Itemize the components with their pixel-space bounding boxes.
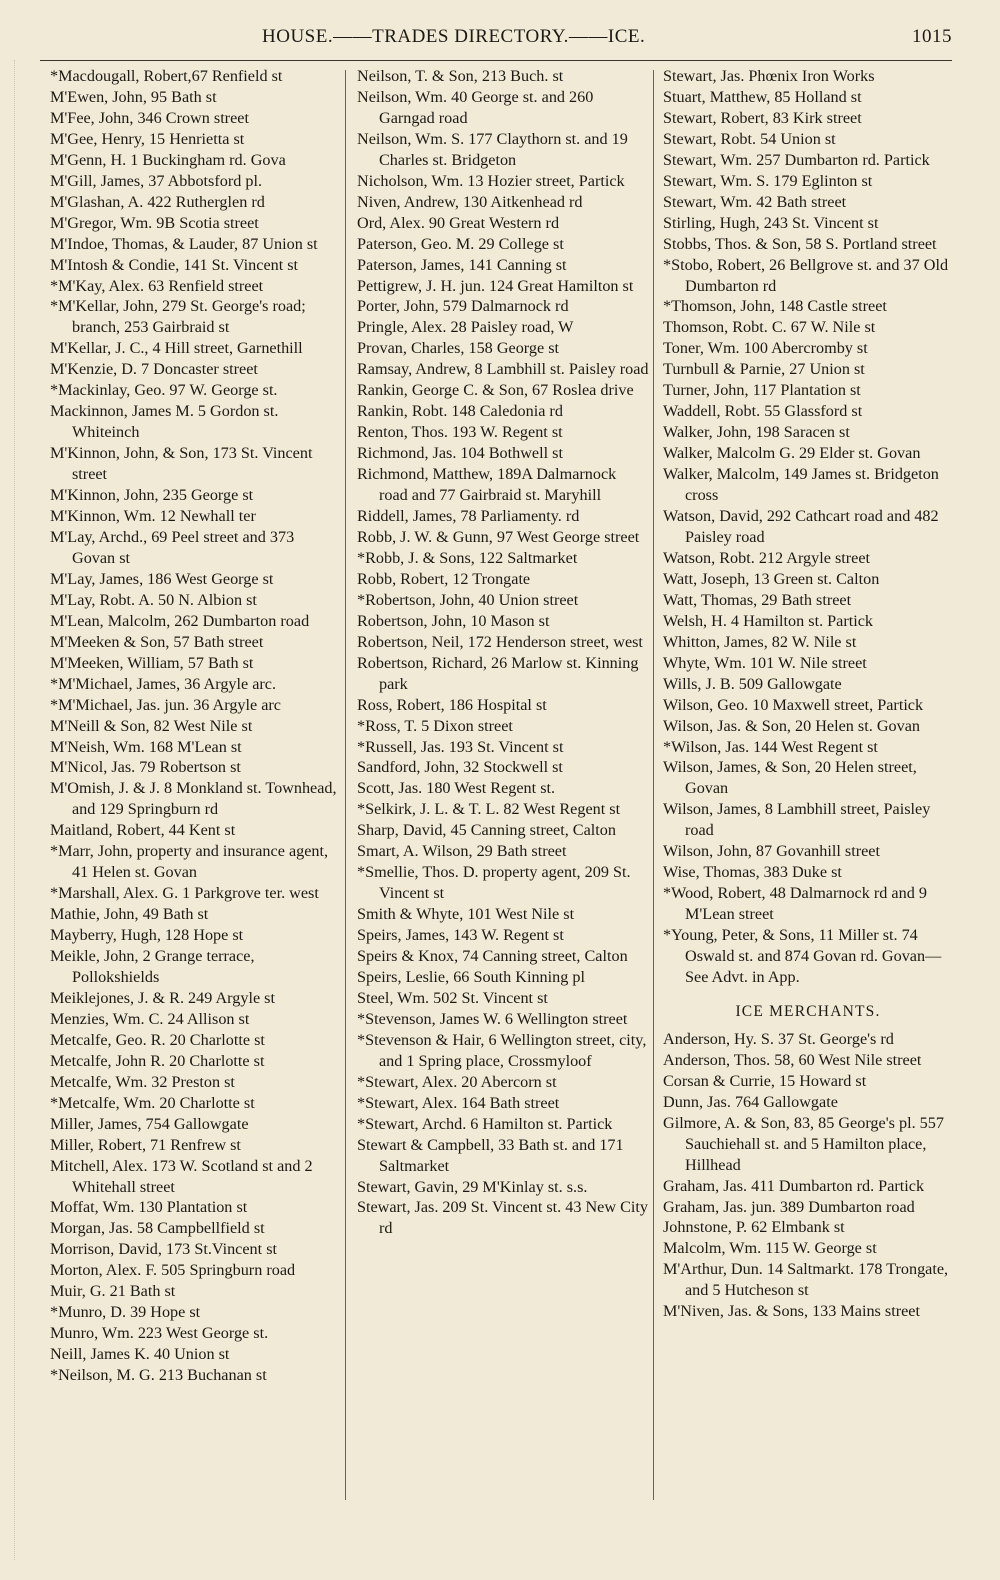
directory-entry: Sharp, David, 45 Canning street, Calton: [357, 821, 616, 840]
directory-entry: M'Lay, Robt. A. 50 N. Albion st: [50, 590, 257, 609]
directory-entry: Welsh, H. 4 Hamilton st. Partick: [663, 611, 874, 630]
column-divider: [345, 70, 346, 1500]
directory-entry: Walker, Malcolm G. 29 Elder st. Govan: [663, 444, 921, 463]
directory-entry: Walker, John, 198 Saracen st: [663, 423, 850, 442]
directory-entry: Robb, J. W. & Gunn, 97 West George street: [357, 527, 640, 546]
directory-entry: Stewart, Jas. 209 St. Vincent st. 43 New City rd: [357, 1198, 648, 1238]
directory-entry: Provan, Charles, 158 George st: [357, 339, 560, 358]
directory-entry: *Wilson, Jas. 144 West Regent st: [663, 737, 878, 756]
directory-entry: *M'Kay, Alex. 63 Renfield street: [50, 276, 264, 295]
directory-entry: M'Genn, H. 1 Buckingham rd. Gova: [50, 150, 286, 169]
directory-entry: M'Indoe, Thomas, & Lauder, 87 Union st: [50, 234, 318, 253]
directory-entry: M'Gee, Henry, 15 Henrietta st: [50, 129, 245, 148]
directory-entry: Riddell, James, 78 Parliamenty. rd: [357, 507, 580, 526]
directory-entry: Neilson, Wm. 40 George st. and 260 Garngad road: [357, 87, 594, 127]
directory-entry: Walker, Malcolm, 149 James st. Bridgeton cross: [663, 465, 939, 505]
directory-entry: Porter, John, 579 Dalmarnock rd: [357, 297, 569, 316]
directory-entry: Graham, Jas. jun. 389 Dumbarton road: [663, 1197, 915, 1216]
directory-column-1: [50, 66, 340, 1386]
directory-entry: Watson, Robt. 212 Argyle street: [663, 548, 871, 567]
directory-entry: Stewart & Campbell, 33 Bath st. and 171 Saltmarket: [357, 1135, 624, 1175]
directory-entry: Metcalfe, Wm. 32 Preston st: [50, 1072, 235, 1091]
directory-entry: *M'Michael, James, 36 Argyle arc.: [50, 674, 277, 693]
directory-entry: Whyte, Wm. 101 W. Nile street: [663, 653, 867, 672]
directory-entry: Johnstone, P. 62 Elmbank st: [663, 1218, 845, 1237]
directory-entry: Ramsay, Andrew, 8 Lambhill st. Paisley road: [357, 360, 649, 379]
directory-entry: Mathie, John, 49 Bath st: [50, 905, 209, 924]
directory-entry: *Stobo, Robert, 26 Bellgrove st. and 37 Old Dumbarton rd: [663, 255, 949, 295]
directory-entry: Renton, Thos. 193 W. Regent st: [357, 423, 563, 442]
directory-entry: *Russell, Jas. 193 St. Vincent st: [357, 737, 564, 756]
directory-entry: Ord, Alex. 90 Great Western rd: [357, 213, 560, 232]
directory-entry: Watson, David, 292 Cathcart road and 482 Paisley road: [663, 507, 939, 546]
directory-entry: *Mackinlay, Geo. 97 W. George st.: [50, 381, 278, 400]
directory-entry: M'Intosh & Condie, 141 St. Vincent st: [50, 255, 299, 274]
directory-entry: *M'Kellar, John, 279 St. George's road; branch, 253 Gairbraid st: [50, 297, 306, 337]
directory-entry: *Neilson, M. G. 213 Buchanan st: [50, 1366, 267, 1385]
directory-entry: M'Arthur, Dun. 14 Saltmarkt. 178 Trongate, and 5 Hutcheson st: [663, 1260, 949, 1300]
directory-entry: Graham, Jas. 411 Dumbarton rd. Partick: [663, 1176, 925, 1195]
directory-entry: Morton, Alex. F. 505 Springburn road: [50, 1261, 296, 1280]
directory-entry: Nicholson, Wm. 13 Hozier street, Partick: [357, 171, 625, 190]
directory-entry: Stewart, Gavin, 29 M'Kinlay st. s.s.: [357, 1177, 588, 1196]
directory-entry: M'Ewen, John, 95 Bath st: [50, 87, 217, 106]
directory-entry: Morrison, David, 173 St.Vincent st: [50, 1240, 277, 1259]
directory-entry: Neilson, Wm. S. 177 Claythorn st. and 19 Charles st. Bridgeton: [357, 129, 628, 169]
directory-entry: *Robb, J. & Sons, 122 Saltmarket: [357, 548, 578, 567]
directory-entry: M'Lay, Archd., 69 Peel street and 373 Govan st: [50, 527, 295, 567]
directory-entry: M'Glashan, A. 422 Rutherglen rd: [50, 192, 265, 211]
directory-entry: Morgan, Jas. 58 Campbellfield st: [50, 1219, 265, 1238]
directory-entry: Anderson, Thos. 58, 60 West Nile street: [663, 1050, 922, 1069]
directory-entry: Mayberry, Hugh, 128 Hope st: [50, 926, 244, 945]
directory-entry: Speirs, Leslie, 66 South Kinning pl: [357, 967, 585, 986]
directory-entry: Wise, Thomas, 383 Duke st: [663, 863, 842, 882]
directory-entry: *Wood, Robert, 48 Dalmarnock rd and 9 M'Lean street: [663, 884, 927, 924]
directory-entry: *Munro, D. 39 Hope st: [50, 1303, 201, 1322]
directory-entry: *Selkirk, J. L. & T. L. 82 West Regent st: [357, 800, 621, 819]
directory-entry: Wilson, John, 87 Govanhill street: [663, 842, 880, 861]
directory-entry: M'Neill & Son, 82 West Nile st: [50, 716, 253, 735]
ice-merchant-entries: [663, 1029, 953, 1322]
directory-entry: Smart, A. Wilson, 29 Bath street: [357, 842, 567, 861]
directory-entry: M'Omish, J. & J. 8 Monkland st. Townhead, and 129 Springburn rd: [50, 779, 337, 819]
house-entries: [663, 66, 953, 988]
directory-entry: Paterson, Geo. M. 29 College st: [357, 234, 564, 253]
directory-entry: Toner, Wm. 100 Abercromby st: [663, 339, 868, 358]
directory-entry: Stuart, Matthew, 85 Holland st: [663, 87, 862, 106]
directory-entry: M'Gill, James, 37 Abbotsford pl.: [50, 171, 263, 190]
directory-entry: Robb, Robert, 12 Trongate: [357, 569, 531, 588]
directory-column-3: [663, 66, 953, 1322]
directory-entry: Stewart, Robert, 83 Kirk street: [663, 108, 862, 127]
directory-entry: *Stewart, Alex. 164 Bath street: [357, 1093, 560, 1112]
directory-entry: Miller, Robert, 71 Renfrew st: [50, 1135, 241, 1154]
directory-entry: Watt, Joseph, 13 Green st. Calton: [663, 569, 880, 588]
directory-entry: M'Lean, Malcolm, 262 Dumbarton road: [50, 611, 310, 630]
page-gutter: [0, 60, 15, 1560]
directory-entry: Watt, Thomas, 29 Bath street: [663, 590, 852, 609]
directory-entry: Rankin, George C. & Son, 67 Roslea drive: [357, 381, 634, 400]
directory-entry: M'Kinnon, John, 235 George st: [50, 486, 254, 505]
directory-entry: M'Meeken, William, 57 Bath st: [50, 653, 254, 672]
header-rule: [40, 60, 952, 61]
directory-entry: Dunn, Jas. 764 Gallowgate: [663, 1092, 838, 1111]
directory-entry: Meikle, John, 2 Grange terrace, Pollokshields: [50, 947, 255, 986]
directory-entry: M'Lay, James, 186 West George st: [50, 569, 274, 588]
directory-entry: *Ross, T. 5 Dixon street: [357, 716, 513, 735]
directory-entry: *Young, Peter, & Sons, 11 Miller st. 74 Oswald st. and 874 Govan rd. Govan—See Advt. in App.: [663, 926, 942, 986]
directory-entry: Robertson, Neil, 172 Henderson street, west: [357, 632, 643, 651]
directory-entry: Wilson, Geo. 10 Maxwell street, Partick: [663, 695, 924, 714]
directory-entry: Pettigrew, J. H. jun. 124 Great Hamilton st: [357, 276, 634, 295]
directory-entry: M'Meeken & Son, 57 Bath street: [50, 632, 264, 651]
directory-entry: Speirs, James, 143 W. Regent st: [357, 926, 564, 945]
directory-entry: Mitchell, Alex. 173 W. Scotland st and 2 Whitehall street: [50, 1156, 313, 1196]
directory-entry: Stirling, Hugh, 243 St. Vincent st: [663, 213, 879, 232]
directory-entry: *Smellie, Thos. D. property agent, 209 St. Vincent st: [357, 863, 631, 903]
directory-entry: Neill, James K. 40 Union st: [50, 1345, 230, 1364]
directory-entry: Paterson, James, 141 Canning st: [357, 255, 567, 274]
directory-entry: Stewart, Wm. 257 Dumbarton rd. Partick: [663, 150, 930, 169]
directory-entry: *Marr, John, property and insurance agent, 41 Helen st. Govan: [50, 842, 329, 882]
directory-entry: *Stevenson, James W. 6 Wellington street: [357, 1009, 628, 1028]
directory-entry: *Thomson, John, 148 Castle street: [663, 297, 887, 316]
directory-entry: M'Kellar, J. C., 4 Hill street, Garnethill: [50, 339, 303, 358]
directory-entry: Richmond, Matthew, 189A Dalmarnock road and 77 Gairbraid st. Maryhill: [357, 465, 617, 505]
directory-entry: *Macdougall, Robert,67 Renfield st: [50, 67, 283, 85]
directory-entry: Speirs & Knox, 74 Canning street, Calton: [357, 947, 628, 966]
directory-entry: Stewart, Wm. 42 Bath street: [663, 192, 847, 211]
directory-entry: Rankin, Robt. 148 Caledonia rd: [357, 402, 563, 421]
directory-entry: Mackinnon, James M. 5 Gordon st. Whiteinch: [50, 402, 279, 442]
directory-entry: Moffat, Wm. 130 Plantation st: [50, 1198, 248, 1217]
directory-entry: Thomson, Robt. C. 67 W. Nile st: [663, 318, 876, 337]
directory-entry: M'Niven, Jas. & Sons, 133 Mains street: [663, 1302, 920, 1321]
directory-column-2: [357, 66, 649, 1239]
directory-entry: Corsan & Currie, 15 Howard st: [663, 1071, 867, 1090]
directory-entry: M'Nicol, Jas. 79 Robertson st: [50, 758, 241, 777]
section-heading-ice-merchants: ICE MERCHANTS.: [735, 1002, 881, 1020]
directory-entry: *Metcalfe, Wm. 20 Charlotte st: [50, 1093, 255, 1112]
directory-entry: Meiklejones, J. & R. 249 Argyle st: [50, 988, 275, 1007]
directory-entry: *Stewart, Alex. 20 Abercorn st: [357, 1072, 557, 1091]
directory-entry: *Stewart, Archd. 6 Hamilton st. Partick: [357, 1114, 613, 1133]
directory-entry: Pringle, Alex. 28 Paisley road, W: [357, 318, 574, 337]
directory-entry: Malcolm, Wm. 115 W. George st: [663, 1239, 877, 1258]
directory-entry: Scott, Jas. 180 West Regent st.: [357, 779, 556, 798]
directory-entry: Miller, James, 754 Gallowgate: [50, 1114, 249, 1133]
directory-entry: Stobbs, Thos. & Son, 58 S. Portland street: [663, 234, 937, 253]
page-number: 1015: [912, 26, 952, 47]
directory-entry: Niven, Andrew, 130 Aitkenhead rd: [357, 192, 583, 211]
directory-entry: M'Fee, John, 346 Crown street: [50, 108, 249, 127]
directory-entry: Smith & Whyte, 101 West Nile st: [357, 905, 575, 924]
directory-entry: *Marshall, Alex. G. 1 Parkgrove ter. west: [50, 884, 319, 903]
directory-entry: M'Kinnon, Wm. 12 Newhall ter: [50, 507, 256, 526]
directory-entry: Whitton, James, 82 W. Nile st: [663, 632, 857, 651]
directory-entry: Menzies, Wm. C. 24 Allison st: [50, 1009, 250, 1028]
directory-entry: Gilmore, A. & Son, 83, 85 George's pl. 557 Sauchiehall st. and 5 Hamilton place, Hillhead: [663, 1113, 944, 1174]
directory-entry: *Robertson, John, 40 Union street: [357, 590, 579, 609]
running-title: HOUSE.——TRADES DIRECTORY.——ICE.: [262, 26, 646, 47]
directory-entry: Munro, Wm. 223 West George st.: [50, 1324, 269, 1343]
directory-entry: Neilson, T. & Son, 213 Buch. st: [357, 67, 564, 85]
directory-entry: Robertson, John, 10 Mason st: [357, 611, 550, 630]
directory-entry: Metcalfe, Geo. R. 20 Charlotte st: [50, 1030, 265, 1049]
directory-entry: Anderson, Hy. S. 37 St. George's rd: [663, 1029, 894, 1048]
directory-entry: Stewart, Robt. 54 Union st: [663, 129, 836, 148]
directory-entry: Muir, G. 21 Bath st: [50, 1282, 176, 1301]
directory-entry: Richmond, Jas. 104 Bothwell st: [357, 444, 563, 463]
directory-entry: Wilson, Jas. & Son, 20 Helen st. Govan: [663, 716, 920, 735]
directory-entry: Wills, J. B. 509 Gallowgate: [663, 674, 842, 693]
directory-entry: Stewart, Wm. S. 179 Eglinton st: [663, 171, 873, 190]
directory-entry: Turner, John, 117 Plantation st: [663, 381, 861, 400]
directory-entry: Wilson, James, 8 Lambhill street, Paisley road: [663, 800, 931, 840]
directory-entry: Ross, Robert, 186 Hospital st: [357, 695, 547, 714]
directory-entry: Robertson, Richard, 26 Marlow st. Kinning park: [357, 653, 639, 693]
directory-entry: Wilson, James, & Son, 20 Helen street, Govan: [663, 758, 917, 798]
directory-entry: M'Neish, Wm. 168 M'Lean st: [50, 737, 242, 756]
directory-entry: M'Kenzie, D. 7 Doncaster street: [50, 360, 258, 379]
directory-entry: Stewart, Jas. Phœnix Iron Works: [663, 67, 875, 85]
directory-entry: M'Gregor, Wm. 9B Scotia street: [50, 213, 259, 232]
directory-entry: *M'Michael, Jas. jun. 36 Argyle arc: [50, 695, 281, 714]
directory-entry: Steel, Wm. 502 St. Vincent st: [357, 988, 548, 1007]
directory-entry: *Stevenson & Hair, 6 Wellington street, city, and 1 Spring place, Crossmyloof: [357, 1030, 647, 1070]
directory-entry: Maitland, Robert, 44 Kent st: [50, 821, 236, 840]
directory-entry: Sandford, John, 32 Stockwell st: [357, 758, 563, 777]
column-divider: [653, 70, 654, 1500]
directory-entry: M'Kinnon, John, & Son, 173 St. Vincent street: [50, 444, 313, 484]
directory-entry: Turnbull & Parnie, 27 Union st: [663, 360, 865, 379]
directory-entry: Waddell, Robt. 55 Glassford st: [663, 402, 863, 421]
directory-entry: Metcalfe, John R. 20 Charlotte st: [50, 1051, 265, 1070]
